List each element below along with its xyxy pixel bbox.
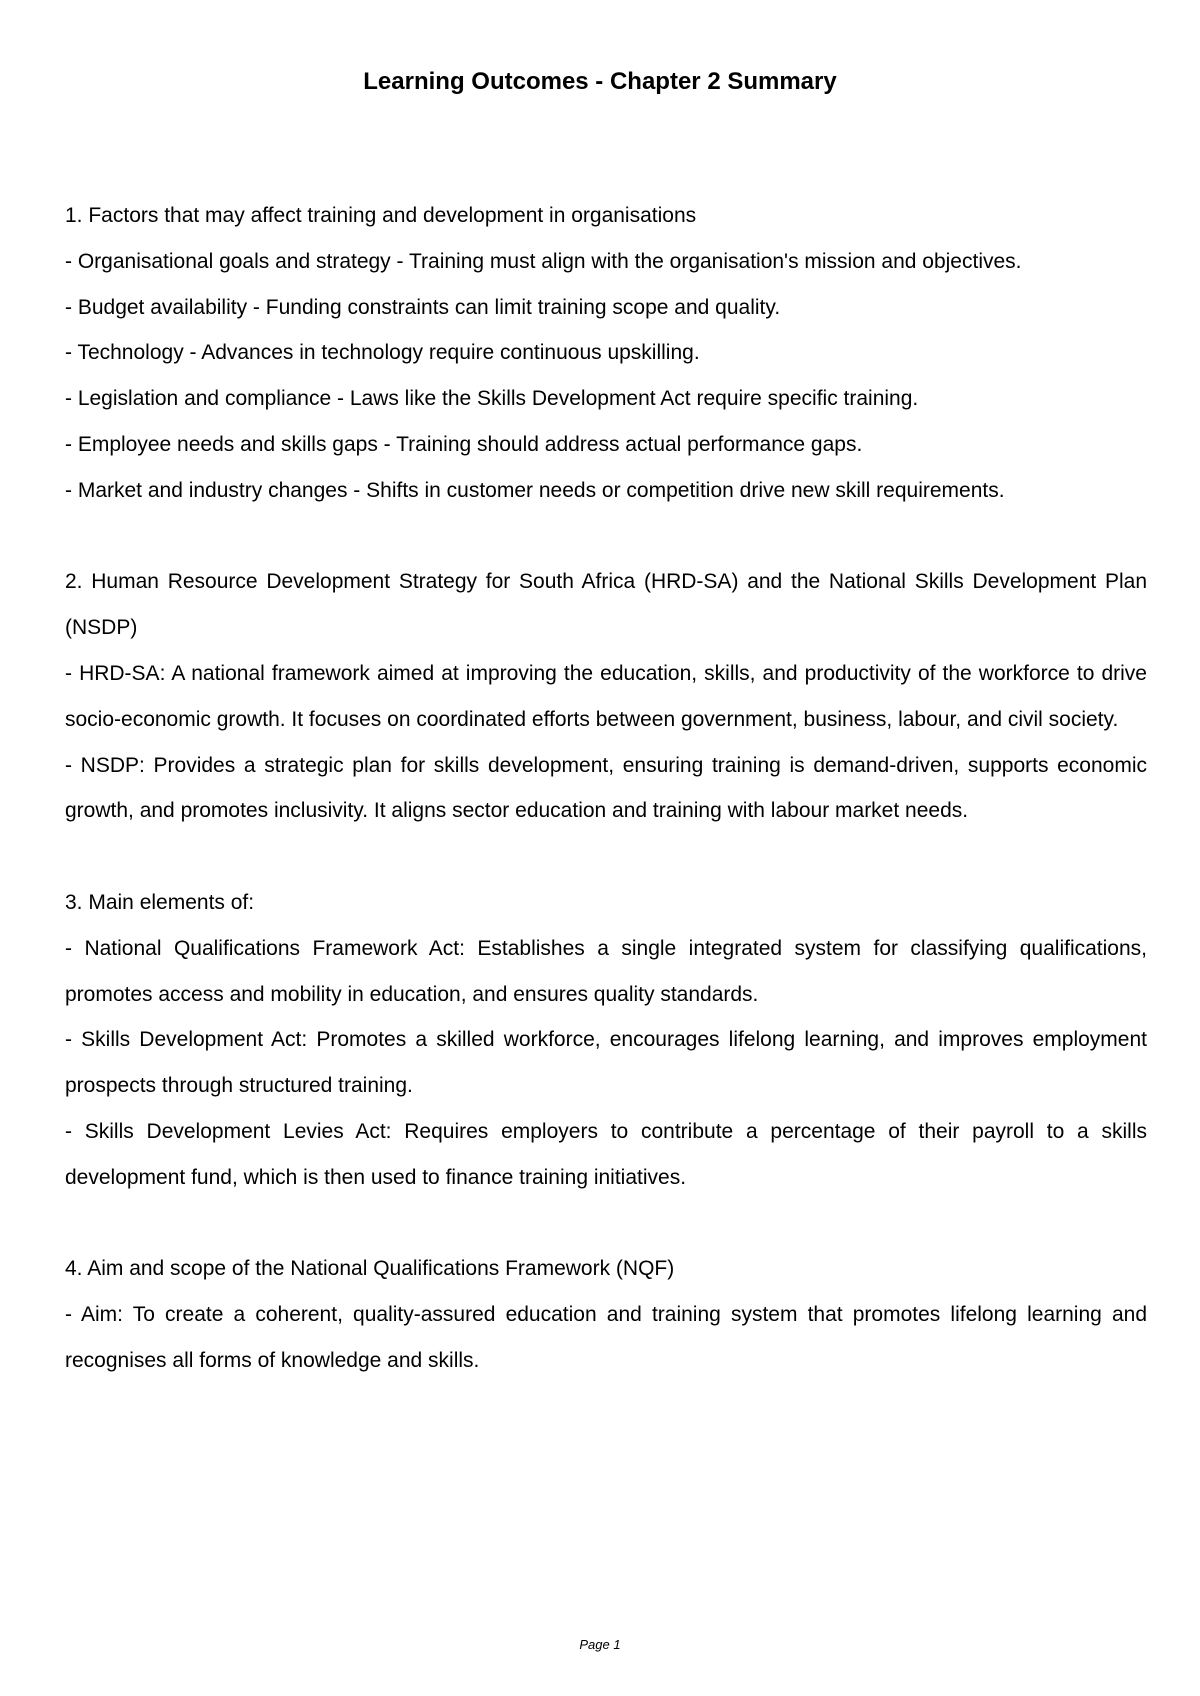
document-body [65, 193, 1147, 1384]
section-nqf [65, 1246, 1147, 1383]
list-item: - Budget availability - Funding constraints can limit training scope and quality. [65, 295, 781, 319]
section-factors [65, 193, 1147, 514]
list-item: - Legislation and compliance - Laws like the Skills Development Act require specific training. [65, 387, 919, 411]
list-item: - Employee needs and skills gaps - Training should address actual performance gaps. [65, 432, 863, 456]
list-item: - NSDP: Provides a strategic plan for skills development, ensuring training is demand-driven, supports economic growth, and promotes inclusivity. It aligns sector education and training with labour market needs. [65, 753, 1147, 823]
section-hrd-sa-nsdp [65, 559, 1147, 834]
list-item: - Skills Development Act: Promotes a skilled workforce, encourages lifelong learning, and improves employment prospects through structured training. [65, 1028, 1147, 1098]
section-main-elements [65, 880, 1147, 1201]
page-number: Page 1 [579, 1637, 621, 1652]
list-item: - HRD-SA: A national framework aimed at improving the education, skills, and productivity of the workforce to drive socio-economic growth. It focuses on coordinated efforts between government, business, labour, and civil society. [65, 661, 1147, 731]
list-item: - Organisational goals and strategy - Training must align with the organisation's mission and objectives. [65, 249, 1022, 273]
list-item: - National Qualifications Framework Act: Establishes a single integrated system for classifying qualifications, promotes access and mobility in education, and ensures quality standards. [65, 936, 1147, 1006]
list-item: - Aim: To create a coherent, quality-assured education and training system that promotes lifelong learning and recognises all forms of knowledge and skills. [65, 1303, 1147, 1372]
list-item: - Skills Development Levies Act: Requires employers to contribute a percentage of their payroll to a skills development fund, which is then used to finance training initiatives. [65, 1119, 1147, 1189]
section-heading: 2. Human Resource Development Strategy for South Africa (HRD-SA) and the National Skills Development Plan (NSDP) [65, 570, 1147, 640]
section-heading: 3. Main elements of: [65, 890, 255, 914]
page-title: Learning Outcomes - Chapter 2 Summary [363, 68, 837, 95]
list-item: - Market and industry changes - Shifts in customer needs or competition drive new skill requirements. [65, 478, 1005, 502]
section-heading: 4. Aim and scope of the National Qualifications Framework (NQF) [65, 1257, 675, 1281]
list-item: - Technology - Advances in technology require continuous upskilling. [65, 341, 700, 365]
section-heading: 1. Factors that may affect training and development in organisations [65, 204, 697, 227]
